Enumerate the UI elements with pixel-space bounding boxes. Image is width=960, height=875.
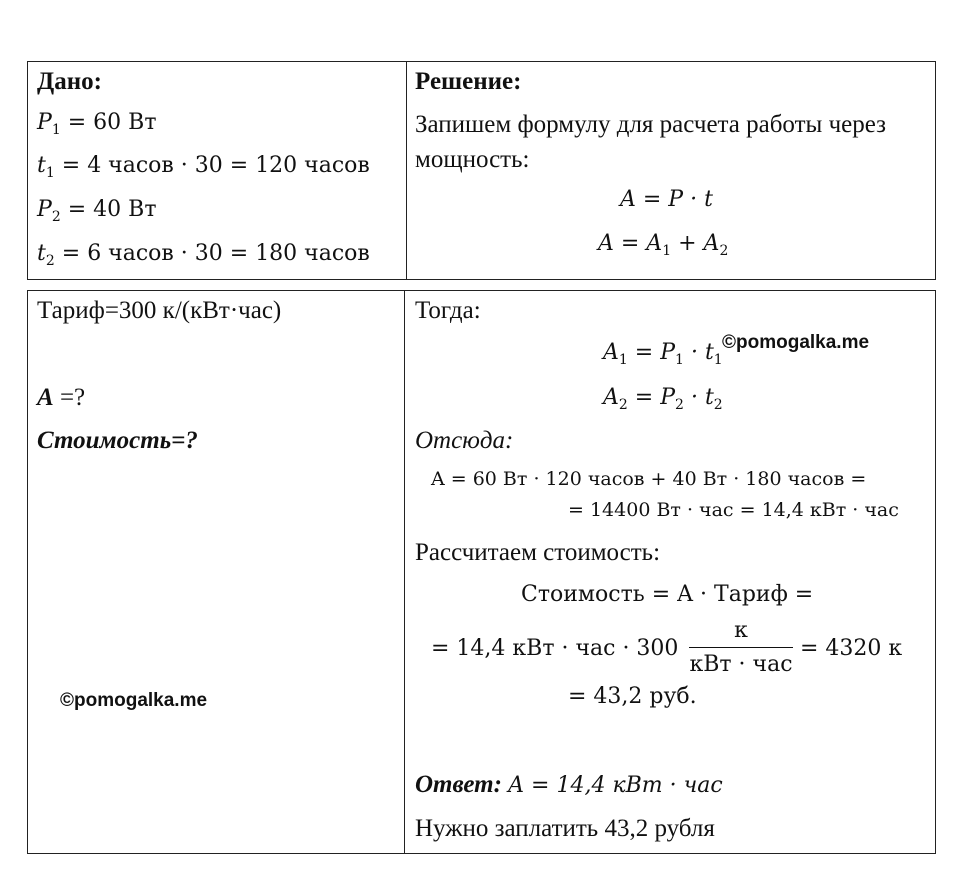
cost-fraction-numerator: к — [734, 618, 748, 643]
hence-label: Отсюда: — [415, 427, 514, 454]
calc-line2: = 14400 Вт · час = 14,4 кВт · час — [568, 499, 899, 521]
bottom-table-divider — [404, 291, 405, 853]
formula-work: A = P · t — [620, 187, 713, 212]
formula-sum: $A = A_1 + A_2$ — [598, 231, 729, 259]
bottom-table — [27, 290, 936, 854]
cost-fraction-denominator: кВт · час — [689, 652, 793, 677]
given-t1: $t_1 = 4$ часов · 30 = 120 часов — [37, 153, 370, 181]
given-find-cost: Стоимость=? — [37, 427, 198, 454]
calc-line1: A = 60 Вт · 120 часов + 40 Вт · 180 часов = — [431, 468, 867, 490]
formula-a2: $A_2 = P_2 \cdot t_2$ — [603, 385, 723, 413]
watermark-right: ©pomogalka.me — [722, 332, 870, 353]
given-p2: $P_2 = 40$ Вт — [37, 197, 157, 225]
given-t2: $t_2 = 6$ часов · 30 = 180 часов — [37, 241, 370, 269]
cost-line2-left: = 14,4 кВт · час · 300 — [431, 636, 679, 661]
cost-fraction — [689, 618, 793, 677]
given-p1: $P_1 = 60$ Вт — [37, 110, 157, 138]
solution-intro-line2: мощность: — [415, 146, 530, 173]
given-tariff: Тариф=300 к/(кВт·час) — [37, 297, 282, 324]
cost-line1: Стоимость = A · Тариф = — [521, 582, 814, 607]
cost-intro: Рассчитаем стоимость: — [415, 539, 661, 566]
cost-line2-right: = 4320 к — [800, 636, 903, 661]
solution-heading: Решение: — [415, 68, 522, 95]
top-table-divider — [406, 62, 407, 279]
pay-line: Нужно заплатить 43,2 рубля — [415, 815, 715, 842]
solution-intro-line1: Запишем формулу для расчета работы через — [415, 111, 887, 138]
given-find-a: A =? — [37, 384, 86, 411]
formula-a1: $A_1 = P_1 \cdot t_1$ — [603, 340, 723, 368]
answer: Ответ: A = 14,4 кВт · час — [415, 771, 723, 798]
watermark-left: ©pomogalka.me — [60, 690, 208, 711]
then-label: Тогда: — [415, 297, 481, 324]
cost-line3: = 43,2 руб. — [568, 684, 697, 709]
given-heading: Дано: — [37, 68, 102, 95]
